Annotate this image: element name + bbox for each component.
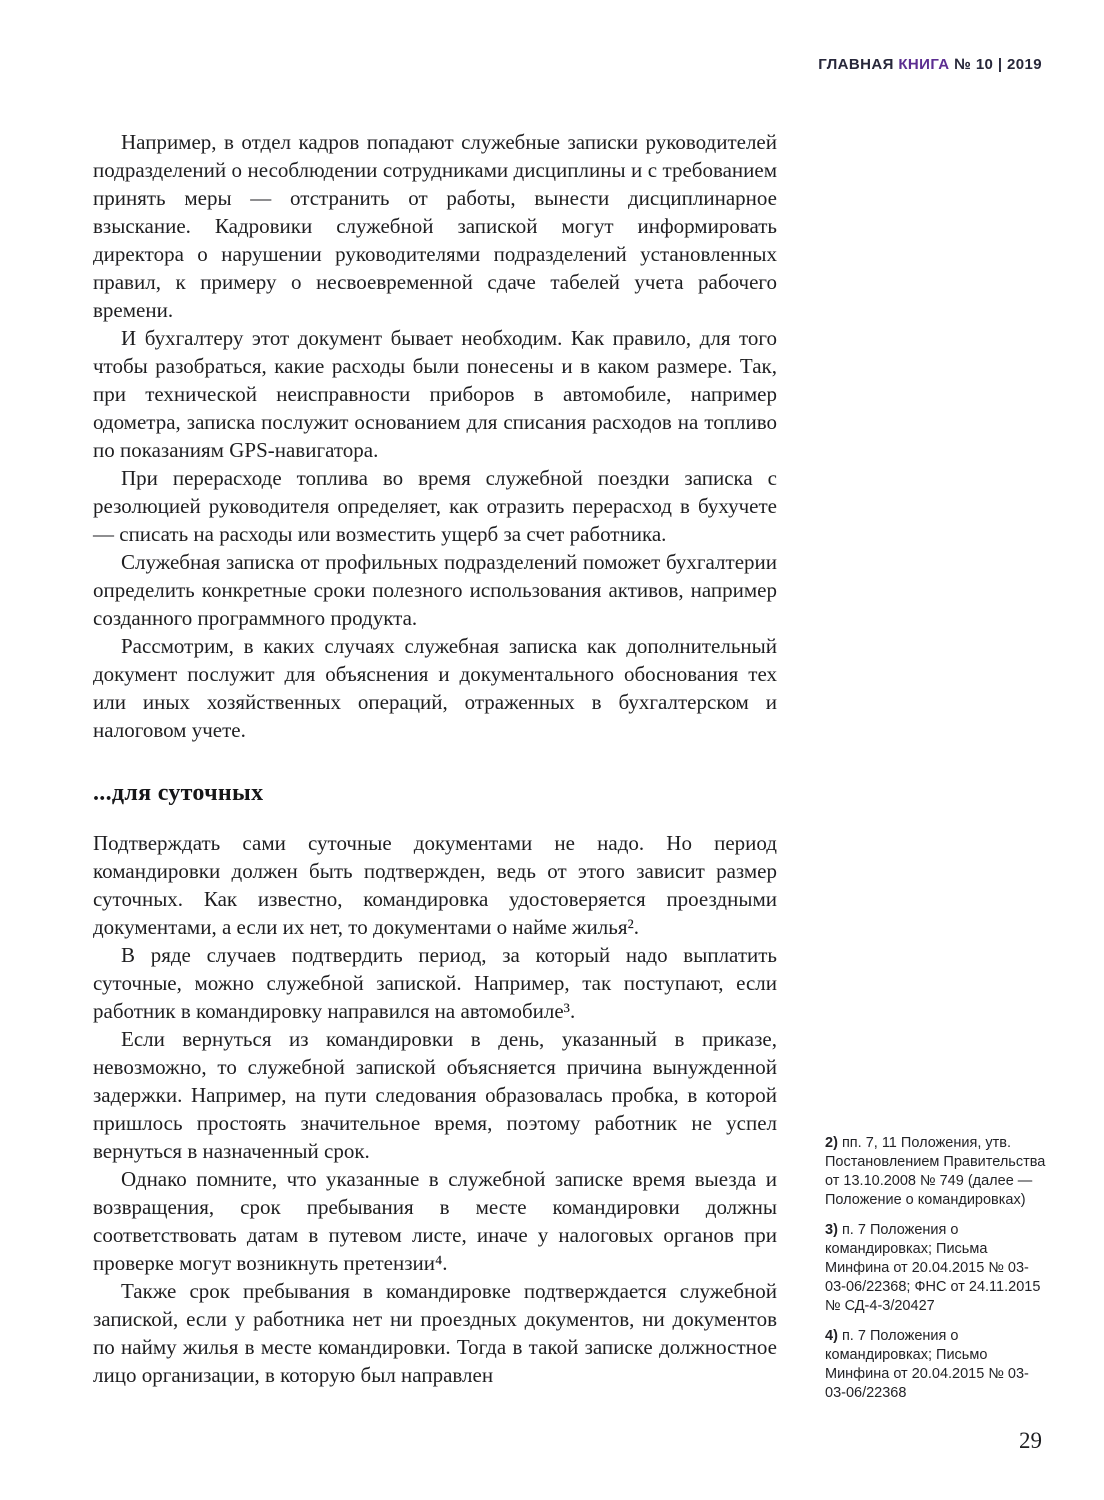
footnote-marker: 4) xyxy=(825,1328,838,1344)
section-heading: ...для суточных xyxy=(93,780,264,806)
page-number: 29 xyxy=(1019,1428,1042,1453)
body-paragraph: В ряде случаев подтвердить период, за который надо выплатить суточные, можно служебной запиской. Например, так поступают, если работник в командировку направился на автомобиле³. xyxy=(93,943,777,1023)
body-paragraph: Также срок пребывания в командировке подтверждается служебной запиской, если у работника нет ни проездных документов, ни документов по найму жилья в месте командировки. Тогда в такой записке должностное лицо организации, в которую был направлен xyxy=(93,1279,777,1387)
footnote xyxy=(825,1134,1049,1210)
footnotes-sidebar xyxy=(825,1134,1049,1414)
body-paragraph: Служебная записка от профильных подразделений поможет бухгалтерии определить конкретные сроки полезного использования активов, например созданного программного продукта. xyxy=(93,550,777,630)
body-paragraph: Например, в отдел кадров попадают служебные записки руководителей подразделений о несоблюдении сотрудниками дисциплины и с требованием принять меры — отстранить от работы, вынести дисциплинарное взыскание. Кадровики служебной запиской могут информировать директора о нарушении руководителями подразделений установленных правил, к примеру о несвоевременной сдаче табелей учета рабочего времени. xyxy=(93,130,777,322)
footnote-marker: 2) xyxy=(825,1135,838,1151)
journal-name-part1: ГЛАВНАЯ xyxy=(818,56,894,73)
footnote xyxy=(825,1221,1049,1316)
article-column xyxy=(93,128,777,1389)
body-paragraph: Однако помните, что указанные в служебной записке время выезда и возвращения, срок пребывания в месте командировки должны соответствовать датам в путевом листе, иначе у налоговых органов при проверке могут возникнуть претензии⁴. xyxy=(93,1167,777,1275)
page-header xyxy=(818,56,1042,73)
footnote-text: п. 7 Положения о командировках; Письма Минфина от 20.04.2015 № 03-03-06/22368; ФНС от 24.11.2015 № СД-4-3/20427 xyxy=(825,1222,1041,1314)
body-paragraph: Подтверждать сами суточные документами не надо. Но период командировки должен быть подтвержден, ведь от этого зависит размер суточных. Как известно, командировка удостоверяется проездными документами, а если их нет, то документами о найме жилья². xyxy=(93,831,777,939)
footnote-text: п. 7 Положения о командировках; Письмо Минфина от 20.04.2015 № 03-03-06/22368 xyxy=(825,1328,1029,1401)
body-paragraph: Рассмотрим, в каких случаях служебная записка как дополнительный документ послужит для объяснения и документального обоснования тех или иных хозяйственных операций, отраженных в бухгалтерском и налоговом учете. xyxy=(93,634,777,742)
issue-info: № 10 | 2019 xyxy=(954,56,1042,73)
footnote xyxy=(825,1327,1049,1403)
body-paragraph: При перерасходе топлива во время служебной поездки записка с резолюцией руководителя определяет, как отразить перерасход в бухучете — списать на расходы или возместить ущерб за счет работника. xyxy=(93,466,777,546)
body-paragraph: Если вернуться из командировки в день, указанный в приказе, невозможно, то служебной запиской объясняется причина вынужденной задержки. Например, на пути следования образовалась пробка, в которой пришлось простоять значительное время, поэтому работник не успел вернуться в назначенный срок. xyxy=(93,1027,777,1163)
journal-name-part2: КНИГА xyxy=(898,56,950,73)
footnote-marker: 3) xyxy=(825,1222,838,1238)
footnote-text: пп. 7, 11 Положения, утв. Постановлением Правительства от 13.10.2008 № 749 (далее — Положение о командировках) xyxy=(825,1135,1046,1208)
body-paragraph: И бухгалтеру этот документ бывает необходим. Как правило, для того чтобы разобраться, какие расходы были понесены и в каком размере. Так, при технической неисправности приборов в автомобиле, например одометра, записка послужит основанием для списания расходов на топливо по показаниям GPS-навигатора. xyxy=(93,326,777,462)
